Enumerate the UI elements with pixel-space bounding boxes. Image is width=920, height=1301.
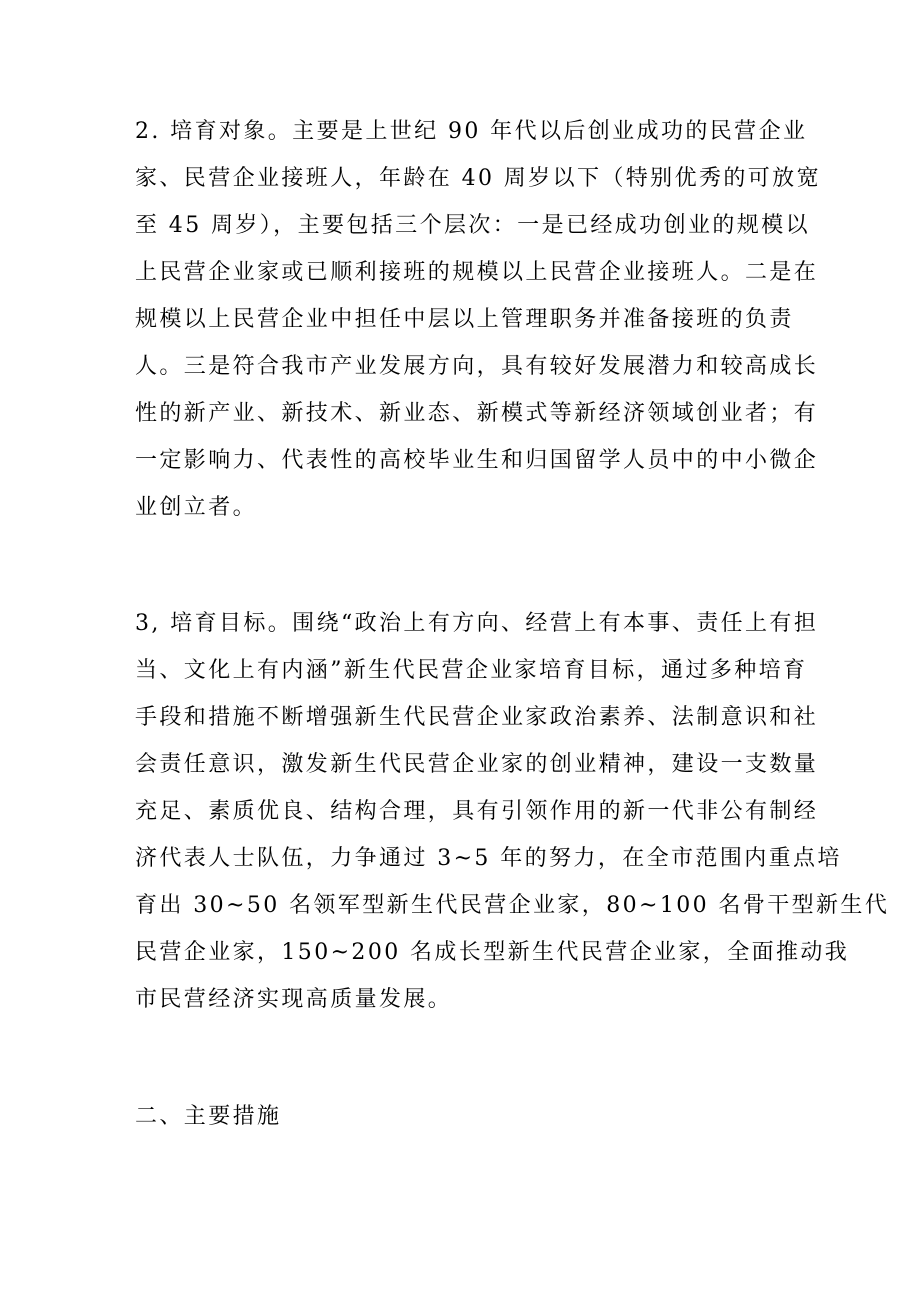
paragraph-line: 会责任意识，激发新生代民营企业家的创业精神，建设一支数量: [135, 752, 819, 777]
paragraph-line: 市民营经济实现高质量发展。: [135, 987, 453, 1012]
paragraph-line: 2. 培育对象。主要是上世纪 90 年代以后创业成功的民营企业: [135, 119, 808, 144]
paragraph-line: 民营企业家，150~200 名成长型新生代民营企业家，全面推动我: [135, 940, 850, 965]
paragraph-line: 充足、素质优良、结构合理，具有引领作用的新一代非公有制经: [135, 799, 819, 824]
paragraph-line: 育出 30~50 名领军型新生代民营企业家，80~100 名骨干型新生代: [135, 893, 890, 918]
paragraph-line: 业创立者。: [135, 495, 258, 520]
paragraph-line: 至 45 周岁），主要包括三个层次：一是已经成功创业的规模以: [135, 213, 810, 238]
section-heading: 二、主要措施: [135, 1104, 282, 1129]
paragraph-line: 家、民营企业接班人，年龄在 40 周岁以下（特别优秀的可放宽: [135, 166, 821, 191]
paragraph-line: 上民营企业家或已顺利接班的规模以上民营企业接班人。二是在: [135, 260, 819, 285]
paragraph-line: 一定影响力、代表性的高校毕业生和归国留学人员中的中小微企: [135, 448, 819, 473]
paragraph-line: 当、文化上有内涵”新生代民营企业家培育目标，通过多种培育: [135, 658, 808, 683]
paragraph-line: 人。三是符合我市产业发展方向，具有较好发展潜力和较高成长: [135, 354, 819, 379]
paragraph-line: 性的新产业、新技术、新业态、新模式等新经济领域创业者；有: [135, 401, 819, 426]
paragraph-line: 济代表人士队伍，力争通过 3~5 年的努力，在全市范围内重点培: [135, 846, 842, 871]
paragraph-line: 手段和措施不断增强新生代民营企业家政治素养、法制意识和社: [135, 705, 819, 730]
paragraph-line: 3, 培育目标。围绕“政治上有方向、经营上有本事、责任上有担: [135, 611, 819, 636]
paragraph-line: 规模以上民营企业中担任中层以上管理职务并准备接班的负责: [135, 307, 794, 332]
